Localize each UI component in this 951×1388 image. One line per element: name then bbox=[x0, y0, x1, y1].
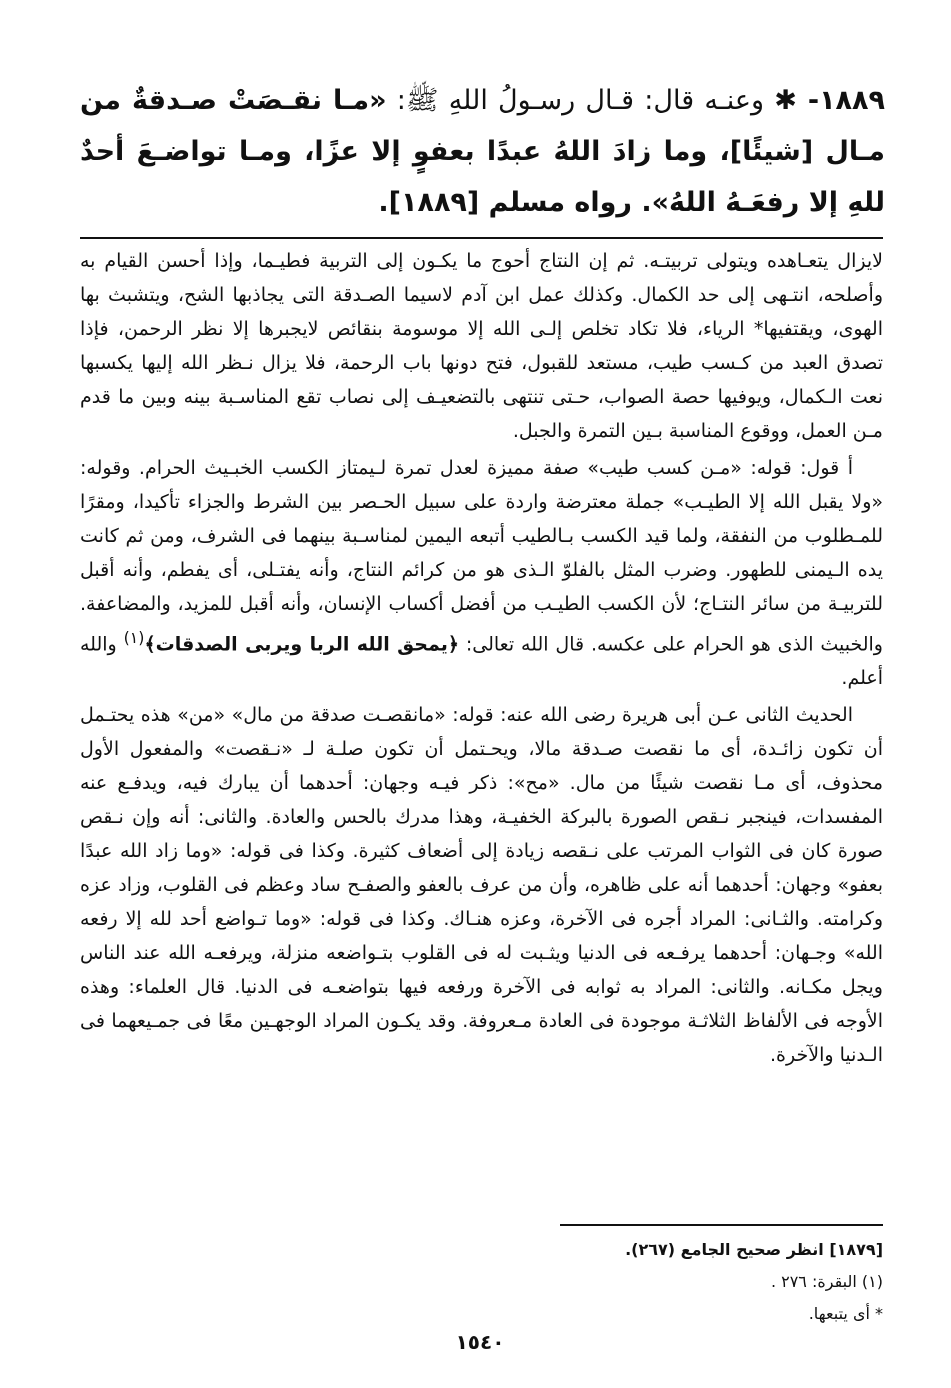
footnote-2: * أى يتبعها. bbox=[808, 1304, 883, 1323]
commentary-paragraph-3: الحديث الثانى عـن أبى هريرة رضى الله عنه: قوله: «مانقصـت صدقة من مال» «من» هذه يحتـمل أن تكون زائـدة، أى ما نقصت صـدقة مالا، ويحـتمل أن تكون صلـة لـ «نـقصت» والمفعول الأول محذوف، أى مـا نقصت شيئًا من مال. «مح»: ذكر فيـه وجهان: أحدهما أن يبارك فيه، ويدفـع عنه المفسدات، فينجبر نـقص الصورة بالبركة الخفيـة، وهذا مدرك بالحس والعادة. والثانى: أنه وإن نـقص صورة كان فى الثواب المرتب على نـقصه زيادة إلى أضعاف كثيرة. وكذا فى قوله: «وما زاد الله عبدًا بعفو» وجهان: أحدهما أنه على ظاهره، وأن من عرف بالعفو والصفـح ساد وعظم فى القلوب، وزاد عزه وكرامته. والثـانى: المراد أجره فى الآخرة، وعزه هنـاك. وكذا فى قوله: «وما تـواضع أحد لله إلا رفعه الله» وجـهان: أحدهما يرفـعه فى الدنيا ويثـبت له فى القلوب بتـواضعه منزلة، ويرفعـه الله عند الناس ويجل مكـانه. والثانى: المراد به ثوابه فى الآخرة ورفعه فيها بتواضعـه فى الدنيا. قال العلماء: وهذه الأوجه فى الألفاظ الثلاثـة موجودة فى العادة مـعروفة. وقد يكـون المراد الوجهـين معًا فى جمـيعهما فى الـدنيا والآخرة. bbox=[80, 704, 883, 1067]
asterisk-icon: ✱ bbox=[764, 85, 797, 116]
commentary bbox=[80, 244, 883, 1075]
commentary-paragraph-2-text: أ قول: قوله: «مـن كسب طيب» صفة مميزة لعدل تمرة لـيمتاز الكسب الخبـيث الحرام. وقوله: «ولا يقبل الله إلا الطيـب» جملة معترضة واردة على سبيل الحـصر بين الشرط والجزاء تأكيدا، ومقرًا للمـطلوب من النفقة، ولما قيد الكسب بـالطيب أتبعه اليمين لمناسـبة بينهما فى الشرف، ومن ثم كانت يده الـيمنى للطهور. وضرب المثل بالفلوّ الـذى هو من كرائم النتاج، وأنه يفتـلى، أى يفطم، وأنه أقبل للتربيـة من سائر النتـاج؛ لأن الكسب الطيـب من أفضل أكساب الإنسان، وأنه أقبل للمزيد، والمضاعفة. والخبيث الذى هو الحرام على عكسه. قال الله تعالى: bbox=[80, 457, 883, 656]
footnote-divider bbox=[560, 1224, 883, 1226]
hadith-text: «مـا نقـصَتْ صـدقةٌ من مـال [شيئًا]، وما زادَ اللهُ عبدًا بعفوٍ إلا عزًا، ومـا تواضـعَ أحدٌ للهِ إلا رفعَـهُ اللهُ». bbox=[80, 85, 885, 218]
commentary-paragraph-2 bbox=[80, 451, 883, 695]
hadith-block bbox=[80, 75, 885, 228]
footnote-1: (١) البقرة: ٢٧٦ . bbox=[770, 1272, 883, 1291]
page-number: ١٥٤٠ bbox=[455, 1330, 505, 1354]
footnote-reference: [١٨٧٩] انظر صحيح الجامع (٢٦٧). bbox=[625, 1240, 883, 1259]
section-divider bbox=[80, 237, 883, 239]
hadith-reference: رواه مسلم [١٨٨٩]. bbox=[378, 187, 632, 218]
commentary-paragraph-1: لايزال يتعـاهده ويتولى تربيتـه. ثم إن النتاج أحوج ما يكـون إلى التربية فطيـما، وإذا أحسن القيام به وأصلحه، انتـهى إلى حد الكمال. وكذلك عمل ابن آدم لاسيما الصـدقة التى يجاذبها الشح، ويتشبث بها الهوى، ويقتفيها* الرياء، فلا تكاد تخلص إلـى الله إلا موسومة بنقائص لايجبرها إلا نظر الرحمن، فإذا تصدق العبد من كـسب طيب، مستعد للقبول، فتح دونها باب الرحمة، فلا يزال نـظر الله إليها يكسبها نعت الـكمال، ويوفيها حصة الصواب، حـتى تنتهى بالتضعيـف إلى نصاب تقع المناسـبة بينه وبين ما قدم مـن العمل، ووقوع المناسبة بـين التمرة والجبل. bbox=[80, 250, 883, 442]
hadith-intro: وعنـه قال: قـال رسـولُ اللهِ ﷺ: bbox=[386, 85, 764, 116]
quran-verse: ﴿يمحق الله الربا ويربى الصدقات﴾ bbox=[144, 633, 459, 656]
hadith-number: ١٨٨٩- bbox=[796, 85, 885, 116]
footnotes bbox=[520, 1234, 883, 1330]
closing-phrase: والله أعلم. bbox=[80, 633, 883, 690]
footnote-mark: (١) bbox=[123, 628, 145, 647]
